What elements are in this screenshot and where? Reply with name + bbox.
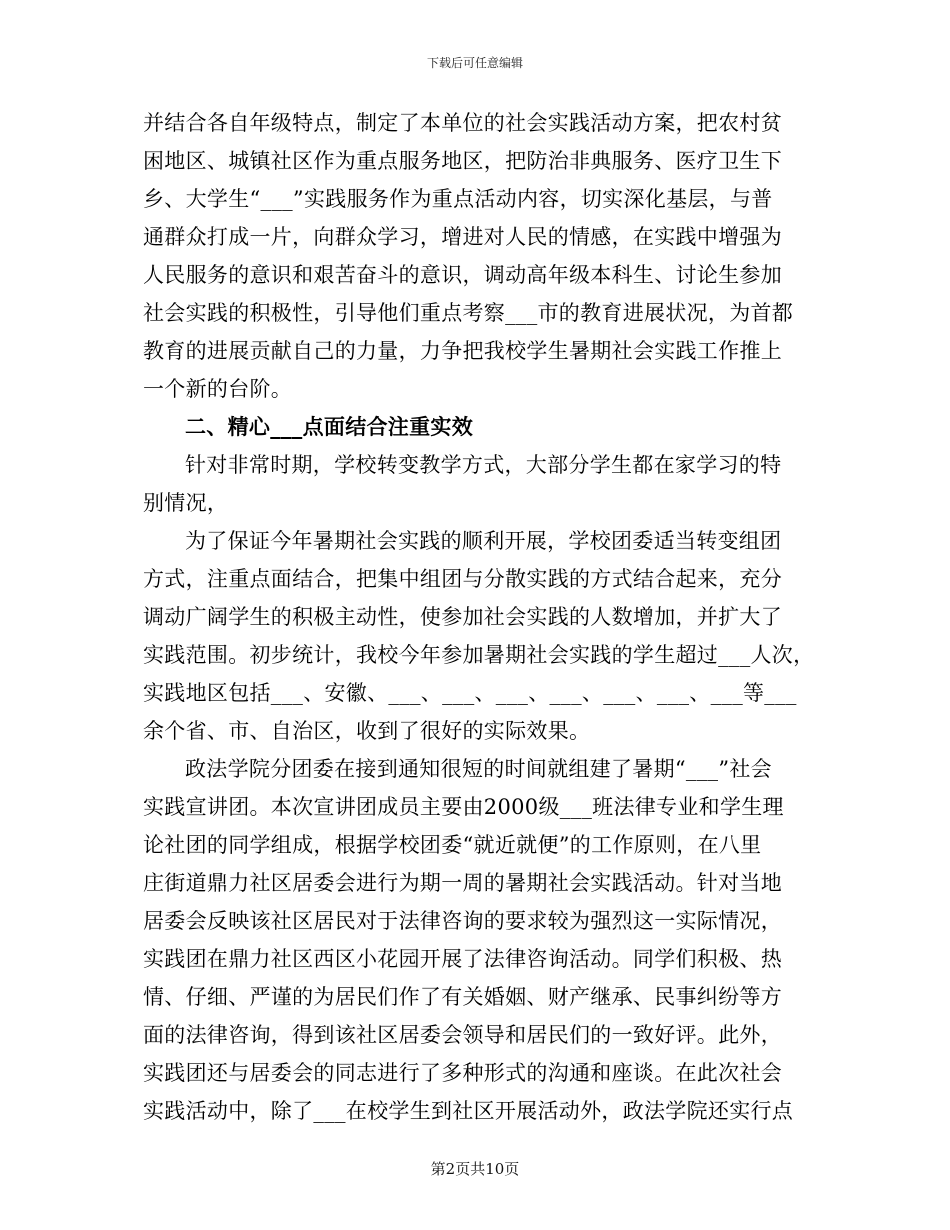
- text-line: 余个省、市、自治区，收到了很好的实际效果。: [143, 719, 591, 743]
- text-line: 方式，注重点面结合，把集中组团与分散实践的方式结合起来，充分: [143, 567, 782, 591]
- text-line: 政法学院分团委在接到通知很短的时间就组建了暑期“___”社会: [185, 757, 772, 781]
- document-body: [143, 104, 823, 1130]
- text-line: 实践宣讲团。本次宣讲团成员主要由2000级___班法律专业和学生理: [143, 795, 784, 819]
- text-line: 实践活动中，除了___在校学生到社区开展活动外，政法学院还实行点: [143, 1099, 794, 1123]
- text-line: 并结合各自年级特点，制定了本单位的社会实践活动方案，把农村贫: [143, 111, 782, 135]
- text-line: 社会实践的积极性，引导他们重点考察___市的教育进展状况，为首都: [143, 301, 794, 325]
- text-line: 针对非常时期，学校转变教学方式，大部分学生都在家学习的特: [185, 453, 782, 477]
- text-line: 实践团在鼎力社区西区小花园开展了法律咨询活动。同学们积极、热: [143, 947, 782, 971]
- text-line: 实践团还与居委会的同志进行了多种形式的沟通和座谈。在此次社会: [143, 1061, 782, 1085]
- page-header-note: 下载后可任意编辑: [426, 56, 523, 70]
- text-line: 别情况，: [143, 491, 229, 515]
- text-line: 居委会反映该社区居民对于法律咨询的要求较为强烈这一实际情况，: [143, 909, 782, 933]
- text-line: 调动广阔学生的积极主动性，使参加社会实践的人数增加，并扩大了: [143, 605, 782, 629]
- text-line: 情、仔细、严谨的为居民们作了有关婚姻、财产继承、民事纠纷等方: [143, 985, 782, 1009]
- text-line: 实践范围。初步统计，我校今年参加暑期社会实践的学生超过___人次，: [143, 643, 815, 667]
- text-line: 实践地区包括___、安徽、___、___、___、___、___、___、___等___: [143, 681, 797, 705]
- text-line: 困地区、城镇社区作为重点服务地区，把防治非典服务、医疗卫生下: [143, 149, 782, 173]
- page-number: 第2页共10页: [430, 1160, 520, 1178]
- text-line: 教育的进展贡献自己的力量，力争把我校学生暑期社会实践工作推上: [143, 339, 782, 363]
- text-line: 论社团的同学组成，根据学校团委“就近就便”的工作原则，在八里: [143, 833, 762, 857]
- text-line: 面的法律咨询，得到该社区居委会领导和居民们的一致好评。此外，: [143, 1023, 782, 1047]
- text-line: 通群众打成一片，向群众学习，增进对人民的情感，在实践中增强为: [143, 225, 782, 249]
- text-line: 人民服务的意识和艰苦奋斗的意识，调动高年级本科生、讨论生参加: [143, 263, 782, 287]
- text-line: 乡、大学生“___”实践服务作为重点活动内容，切实深化基层，与普: [143, 187, 773, 211]
- text-line: 庄街道鼎力社区居委会进行为期一周的暑期社会实践活动。针对当地: [143, 871, 782, 895]
- text-line: 为了保证今年暑期社会实践的顺利开展，学校团委适当转变组团: [185, 529, 782, 553]
- section-heading: 二、精心___点面结合注重实效: [185, 414, 473, 439]
- text-line: 一个新的台阶。: [143, 377, 293, 401]
